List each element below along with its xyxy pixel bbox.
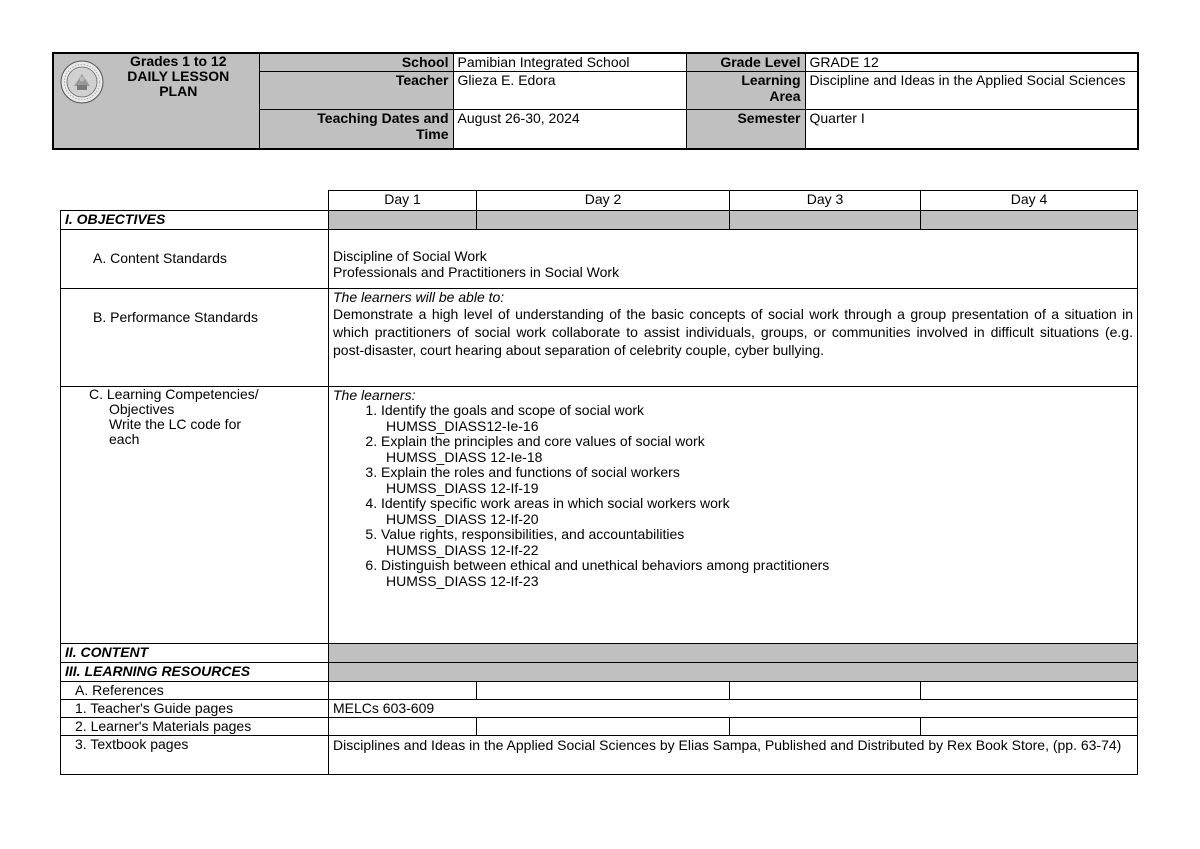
list-item: 4. Identify specific work areas in which social workers work HUMSS_DIASS 12-If-20: [381, 496, 1133, 527]
objectives-heading: I. OBJECTIVES: [61, 211, 329, 230]
school-label: School: [259, 53, 453, 71]
lc-code: HUMSS_DIASS 12-Ie-18: [386, 448, 543, 465]
content-standards-label: A. Content Standards: [61, 230, 329, 289]
title-line-3: PLAN: [159, 83, 198, 99]
content-standards-row: [61, 230, 1138, 289]
teachers-guide-label: 1. Teacher's Guide pages: [61, 700, 329, 718]
deped-seal-icon: [60, 60, 104, 104]
lc-code: HUMSS_DIASS 12-If-19: [386, 479, 539, 496]
day-1-header: Day 1: [329, 191, 477, 211]
lc-label-line-2: Objectives: [109, 401, 175, 417]
semester-value: Quarter I: [805, 109, 1138, 149]
day-3-header: Day 3: [730, 191, 921, 211]
lc-code: HUMSS_DIASS 12-If-22: [386, 541, 539, 558]
learners-materials-label: 2. Learner's Materials pages: [61, 718, 329, 736]
content-standard-line-2: Professionals and Practitioners in Social Work: [333, 264, 620, 280]
performance-standards-label: B. Performance Standards: [61, 289, 329, 387]
learning-competencies-label: [61, 387, 329, 644]
performance-intro: The learners will be able to:: [333, 289, 505, 305]
dates-label-line-1: Teaching Dates and: [317, 109, 449, 126]
list-item: 1. Identify the goals and scope of social work HUMSS_DIASS12-Ie-16: [381, 403, 1133, 434]
lc-code: HUMSS_DIASS 12-If-23: [386, 572, 539, 589]
days-header-row: [61, 191, 1138, 211]
resources-heading: III. LEARNING RESOURCES: [61, 663, 329, 682]
title-line-1: Grades 1 to 12: [130, 53, 227, 69]
lc-label-line-3: Write the LC code for: [109, 416, 242, 432]
school-value: Pamibian Integrated School: [453, 53, 686, 71]
dates-value: August 26-30, 2024: [453, 109, 686, 149]
dates-label: [259, 109, 453, 149]
objectives-list: [333, 403, 1133, 589]
objectives-row: [61, 211, 1138, 230]
textbook-label: 3. Textbook pages: [61, 736, 329, 775]
learning-area-label-line-1: Learning: [741, 71, 801, 88]
performance-standards-value: [329, 289, 1138, 387]
lesson-plan-table: [60, 190, 1138, 775]
learning-competencies-row: [61, 387, 1138, 644]
teachers-guide-value: MELCs 603-609: [329, 700, 1138, 718]
title-block: [53, 53, 259, 149]
textbook-row: [61, 736, 1138, 775]
list-item: 6. Distinguish between ethical and unethical behaviors among practitioners HUMSS_DIASS 12-If-23: [381, 558, 1133, 589]
teacher-label: Teacher: [259, 71, 453, 109]
day-2-header: Day 2: [477, 191, 730, 211]
blank-corner: [61, 191, 329, 211]
content-heading: II. CONTENT: [61, 644, 329, 663]
dates-label-line-2: Time: [416, 125, 449, 142]
grade-level-value: GRADE 12: [805, 53, 1138, 71]
learning-competencies-value: [329, 387, 1138, 644]
resources-row: [61, 663, 1138, 682]
grade-level-label: Grade Level: [686, 53, 805, 71]
lc-label-line-1: C. Learning Competencies/: [89, 386, 259, 402]
lc-intro: The learners:: [333, 387, 416, 403]
content-standards-value: [329, 230, 1138, 289]
teacher-value: Glieza E. Edora: [453, 71, 686, 109]
learning-area-label: [686, 71, 805, 109]
learners-materials-row: [61, 718, 1138, 736]
teachers-guide-row: [61, 700, 1138, 718]
list-item: 5. Value rights, responsibilities, and accountabilities HUMSS_DIASS 12-If-22: [381, 527, 1133, 558]
header-table: [52, 52, 1139, 150]
semester-label: Semester: [686, 109, 805, 149]
list-item: 3. Explain the roles and functions of social workers HUMSS_DIASS 12-If-19: [381, 465, 1133, 496]
lc-code: HUMSS_DIASS 12-If-20: [386, 510, 539, 527]
performance-standards-row: [61, 289, 1138, 387]
textbook-value: Disciplines and Ideas in the Applied Social Sciences by Elias Sampa, Published and Distributed by Rex Book Store, (pp. 63-74): [329, 736, 1138, 775]
day-4-header: Day 4: [921, 191, 1138, 211]
learning-area-label-line-2: Area: [769, 87, 801, 104]
lc-label-line-4: each: [109, 431, 140, 447]
lc-code: HUMSS_DIASS12-Ie-16: [386, 417, 539, 434]
learning-area-value: Discipline and Ideas in the Applied Social Sciences: [805, 71, 1138, 109]
content-row: [61, 644, 1138, 663]
performance-text: Demonstrate a high level of understanding of the basic concepts of social work through a group presentation of a situation in which practitioners of social work collaborate to assist individuals, groups, or communities involved in difficult situations (e.g. post-disaster, court hearing about separation of celebrity couple, cyber bullying.: [333, 306, 1133, 358]
list-item: 2. Explain the principles and core values of social work HUMSS_DIASS 12-Ie-18: [381, 434, 1133, 465]
title-line-2: DAILY LESSON: [127, 68, 230, 84]
references-row: [61, 682, 1138, 700]
references-label: A. References: [61, 682, 329, 700]
content-standard-line-1: Discipline of Social Work: [333, 248, 487, 264]
